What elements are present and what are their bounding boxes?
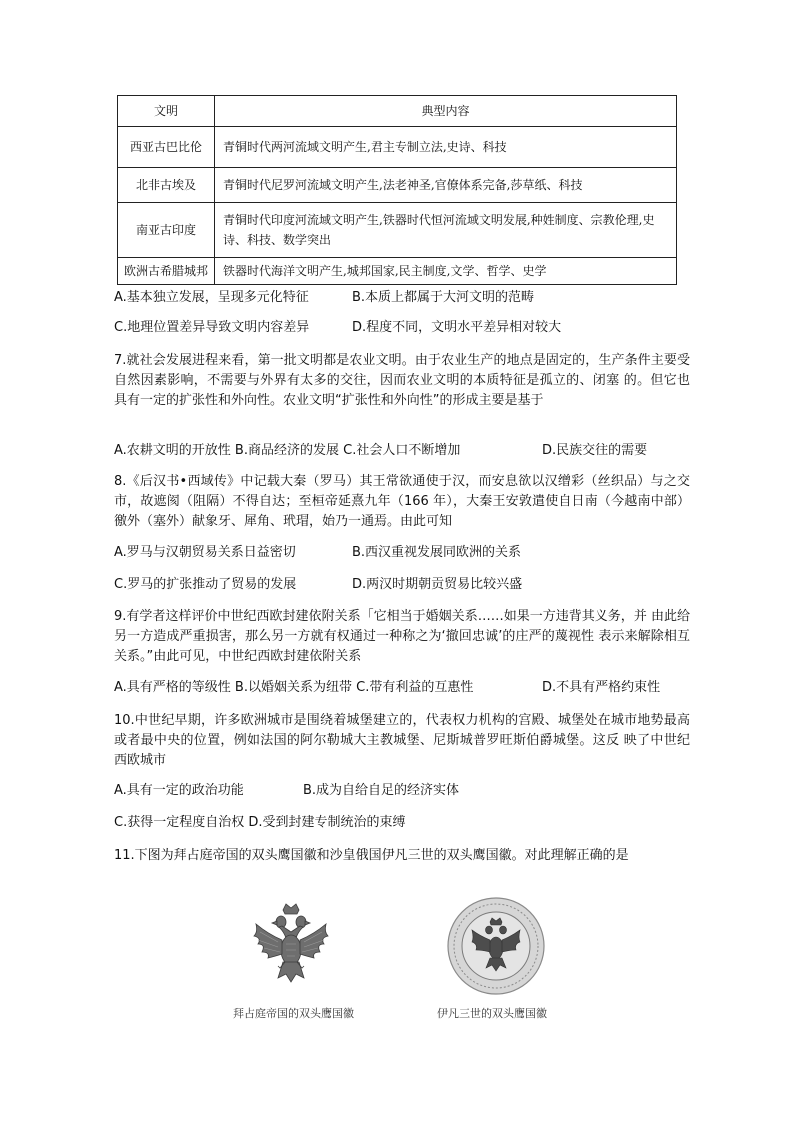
q6-option-b: B.本质上都属于大河文明的范畴	[352, 290, 535, 305]
table-cell-civilization: 西亚古巴比伦	[118, 127, 215, 168]
table-cell-content: 铁器时代海洋文明产生,城邦国家,民主制度,文学、哲学、史学	[215, 258, 677, 285]
q10-option-a: A.具有一定的政治功能	[114, 783, 244, 798]
byzantine-eagle-emblem-icon	[248, 902, 334, 992]
table-row	[118, 168, 677, 203]
q7-option-d: D.民族交往的需要	[542, 443, 648, 458]
table-cell-content: 青铜时代印度河流域文明产生,铁器时代恒河流域文明发展,种姓制度、宗教伦理,史诗、科技、数学突出	[215, 203, 677, 258]
table-header-row	[118, 96, 677, 127]
q10-options-cd: C.获得一定程度自治权 D.受到封建专制统治的束缚	[114, 815, 406, 830]
table-cell-content: 青铜时代尼罗河流域文明产生,法老神圣,官僚体系完备,莎草纸、科技	[215, 168, 677, 203]
table-header-cell: 典型内容	[215, 96, 677, 127]
q10-option-b: B.成为自给自足的经济实体	[303, 783, 460, 798]
q8-option-a: A.罗马与汉朝贸易关系日益密切	[114, 545, 296, 560]
table-row	[118, 203, 677, 258]
caption-ivan-iii-emblem: 伊凡三世的双头鹰国徽	[437, 1007, 547, 1020]
q7-options-abc: A.农耕文明的开放性 B.商品经济的发展 C.社会人口不断增加	[114, 443, 461, 458]
q6-option-a: A.基本独立发展，呈现多元化特征	[114, 290, 309, 305]
q6-option-c: C.地理位置差异导致文明内容差异	[114, 320, 310, 335]
table-row	[118, 127, 677, 168]
q10-stem: 10.中世纪早期，许多欧洲城市是围绕着城堡建立的，代表权力机构的宫殿、城堡处在城市地势最高或者最中央的位置，例如法国的阿尔勒城大主教城堡、尼斯城普罗旺斯伯爵城堡。这反 映了中世纪西欧城市	[114, 713, 690, 768]
ivan-iii-seal-icon	[446, 896, 546, 996]
table-cell-content: 青铜时代两河流域文明产生,君主专制立法,史诗、科技	[215, 127, 677, 168]
table-header-cell: 文明	[118, 96, 215, 127]
table-cell-civilization: 北非古埃及	[118, 168, 215, 203]
q8-stem: 8.《后汉书•西域传》中记载大秦（罗马）其王常欲通使于汉，而安息欲以汉缯彩（丝织品）与之交市，故遮阂（阻隔）不得自达；至桓帝延熹九年（166 年），大秦王安敦遣使自日南（今越南中部）徼外（塞外）献象牙、犀角、玳瑁，始乃一通焉。由此可知	[114, 474, 690, 529]
q8-option-d: D.两汉时期朝贡贸易比较兴盛	[352, 577, 523, 592]
q8-option-b: B.西汉重视发展同欧洲的关系	[352, 545, 522, 560]
table-cell-civilization: 欧洲古希腊城邦	[118, 258, 215, 285]
q7-stem: 7.就社会发展进程来看，第一批文明都是农业文明。由于农业生产的地点是固定的，生产条件主要受自然因素影响，不需要与外界有太多的交往，因而农业文明的本质特征是孤立的、闭塞 的。但它也具有一定的扩张性和外向性。农业文明“扩张性和外向性”的形成主要是基于	[114, 353, 690, 408]
caption-byzantine-emblem: 拜占庭帝国的双头鹰国徽	[233, 1007, 354, 1020]
q8-option-c: C.罗马的扩张推动了贸易的发展	[114, 577, 297, 592]
q11-stem: 11.下图为拜占庭帝国的双头鹰国徽和沙皇俄国伊凡三世的双头鹰国徽。对此理解正确的是	[114, 848, 629, 863]
q9-options-abc: A.具有严格的等级性 B.以婚姻关系为纽带 C.带有利益的互惠性	[114, 680, 474, 695]
civilization-table	[117, 95, 677, 285]
q9-stem: 9.有学者这样评价中世纪西欧封建依附关系「它相当于婚姻关系……如果一方违背其义务，并 由此给另一方造成严重损害，那么另一方就有权通过一种称之为‘撤回忠诚’的庄严的蔑视性 表示来解除相互关系。”由此可见，中世纪西欧封建依附关系	[114, 609, 690, 664]
table-row	[118, 258, 677, 285]
table-cell-civilization: 南亚古印度	[118, 203, 215, 258]
q9-option-d: D.不具有严格约束性	[542, 680, 661, 695]
q6-option-d: D.程度不同，文明水平差异相对较大	[352, 320, 562, 335]
